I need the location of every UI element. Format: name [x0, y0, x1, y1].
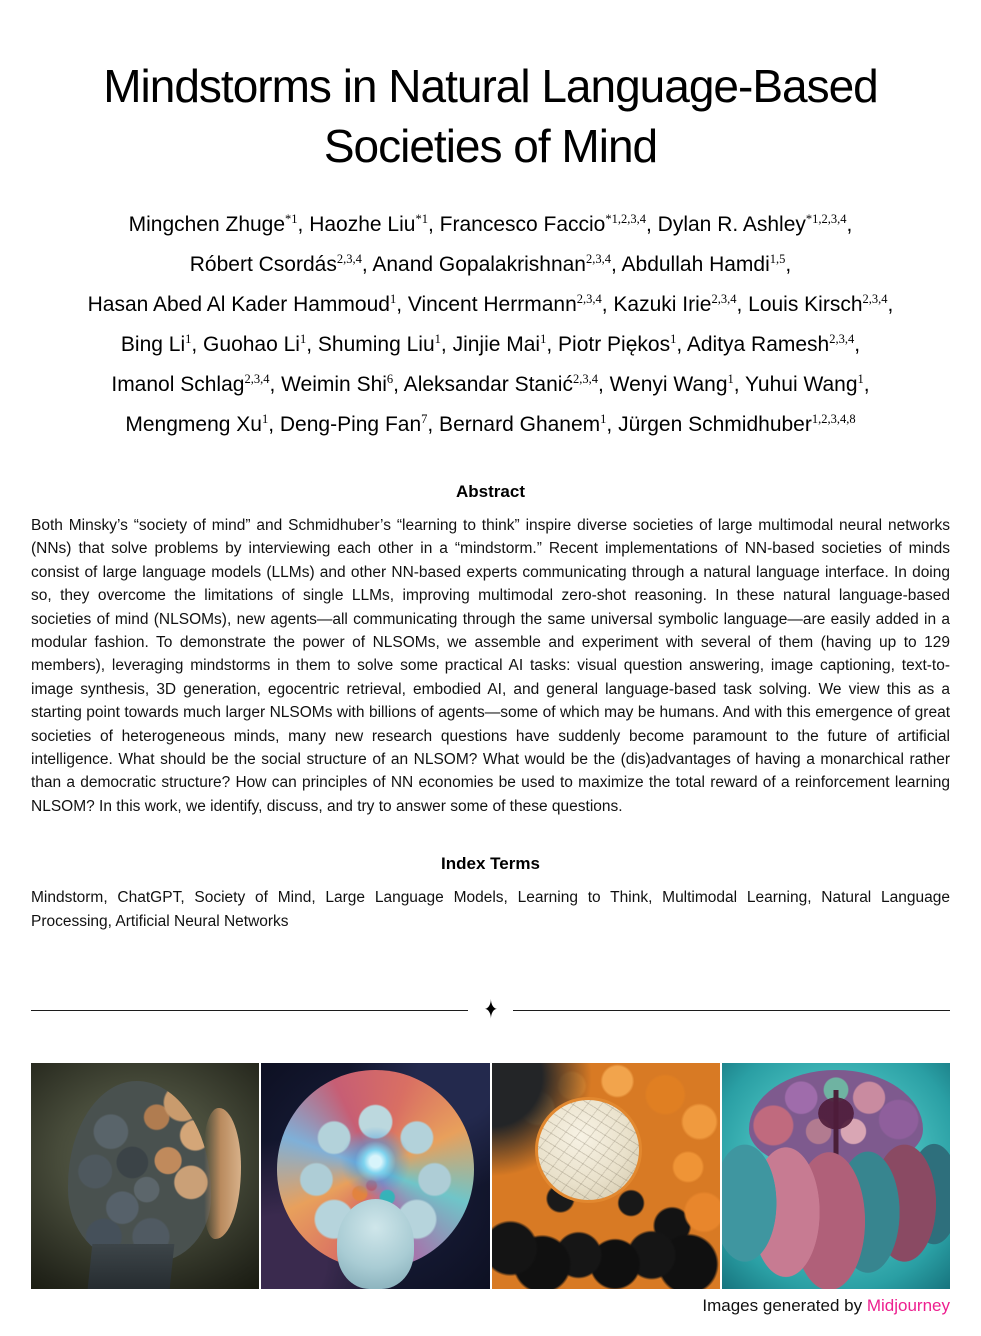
midjourney-link[interactable]: Midjourney	[866, 1296, 950, 1316]
author-line: Mengmeng Xu$^1$, Deng-Ping Fan$^7$, Bernard Ghanem$^1$, Jürgen Schmidhuber$^{1,2,3,4,8}$	[125, 412, 856, 436]
profile-faces-overlay	[722, 1063, 950, 1289]
index-terms-text: Mindstorm, ChatGPT, Society of Mind, Large Language Models, Learning to Think, Multimodal Learning, Natural Language Processing, Artificial Neural Networks	[31, 889, 950, 930]
section-divider	[31, 997, 950, 1023]
figure-image-head-collage	[31, 1063, 259, 1289]
author-line: Imanol Schlag$^{2,3,4}$, Weimin Shi$^6$, Aleksandar Stanić$^{2,3,4}$, Wenyi Wang$^1$, Yuhui Wang$^1$,	[111, 372, 870, 396]
author-list	[31, 202, 950, 442]
paper-title-line-1: Mindstorms in Natural Language-Based	[103, 60, 878, 112]
divider-line-right	[513, 1010, 950, 1011]
index-terms-heading: Index Terms	[441, 854, 540, 874]
collage-head-shape	[68, 1081, 212, 1262]
author-line: Bing Li$^1$, Guohao Li$^1$, Shuming Liu$^1$, Jinjie Mai$^1$, Piotr Piękos$^1$, Aditya Ramesh$^{2,3,4}$,	[120, 332, 861, 356]
paper-title-line-2: Societies of Mind	[323, 120, 658, 172]
four-pointed-star-icon: ✦	[483, 995, 498, 1025]
collage-face-profile	[204, 1108, 241, 1239]
paper-title	[31, 56, 950, 176]
divider-line-left	[31, 1010, 468, 1011]
figure-image-orange-crowd	[492, 1063, 720, 1289]
author-line: Mingchen Zhuge$^{*1}$, Haozhe Liu$^{*1}$, Francesco Faccio$^{*1,2,3,4}$, Dylan R. Ashley$^{*1,2,3,4}$,	[128, 212, 853, 236]
paper-page	[0, 56, 981, 1317]
author-line: Róbert Csordás$^{2,3,4}$, Anand Gopalakrishnan$^{2,3,4}$, Abdullah Hamdi$^{1,5}$,	[189, 252, 792, 276]
figure-caption	[31, 1295, 950, 1317]
abstract-heading: Abstract	[456, 482, 525, 501]
figure-caption-text: Images generated by	[702, 1296, 867, 1316]
figure-image-face-mandala	[261, 1063, 489, 1289]
network-sphere	[535, 1097, 642, 1203]
abstract-text: Both Minsky’s “society of mind” and Schmidhuber’s “learning to think” inspire diverse societies of large multimodal neural networks (NNs) that solve problems by interviewing each other in a “mindstorm.” Recent implementations of NN-based societies of minds consist of large language models (LLMs) and other NN-based experts communicating through a natural language interface. In doing so, they overcome the limitations of single LLMs, improving multimodal zero-shot reasoning. In these natural language-based societies of mind (NLSOMs), new agents—all communicating through the same universal symbolic language—are easily added in a modular fashion. To demonstrate the power of NLSOMs, we assemble and experiment with several of them (having up to 129 members), leveraging mindstorms in them to solve some practical AI tasks: visual question answering, image captioning, text-to-image synthesis, 3D generation, egocentric retrieval, embodied AI, and general language-based task solving. We view this as a starting point towards much larger NLSOMs with billions of agents—some of which may be humans. And with this emergence of great societies of heterogeneous minds, many new research questions have suddenly become paramount to the future of artificial intelligence. What should be the social structure of an NLSOM? What would be the (dis)advantages of having a monarchical rather than a democratic structure? How can principles of NN economies be used to maximize the total reward of a reinforcement learning NLSOM? In this work, we identify, discuss, and try to answer some of these questions.	[31, 517, 950, 815]
figure-montage	[31, 1063, 950, 1289]
mandala-child-face	[337, 1199, 415, 1289]
collage-neck	[88, 1244, 175, 1289]
figure-image-teal-faces	[722, 1063, 950, 1289]
author-line: Hasan Abed Al Kader Hammoud$^1$, Vincent Herrmann$^{2,3,4}$, Kazuki Irie$^{2,3,4}$, Louis Kirsch$^{2,3,4}$,	[87, 292, 894, 316]
